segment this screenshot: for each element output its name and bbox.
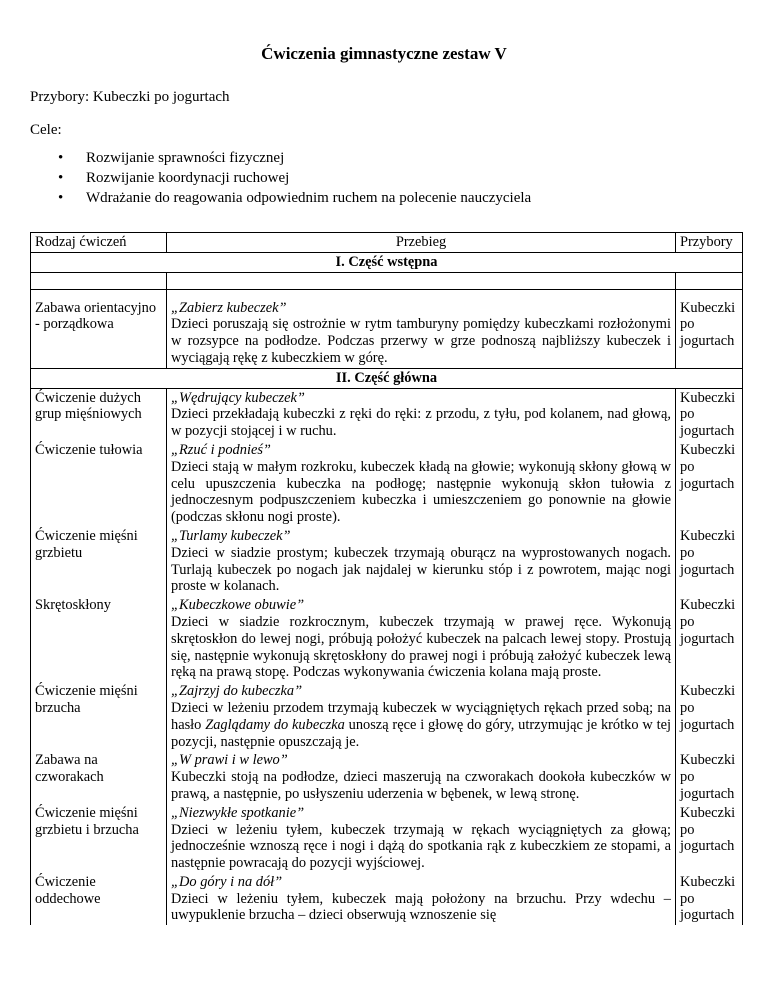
exercise-description-before: Dzieci w leżeniu przodem trzymają kubeczek w wyciągniętych rękach przed sobą; na hasło [171, 699, 671, 733]
exercise-title: „Kubeczkowe obuwie” [171, 597, 305, 614]
exercise-equipment: Kubeczki po jogurtach [676, 388, 743, 441]
goals-label: Cele: [30, 122, 62, 138]
header-type: Rodzaj ćwiczeń [31, 233, 167, 253]
exercise-course [167, 682, 676, 751]
section-intro-heading: I. Część wstępna [31, 252, 743, 272]
exercise-title: „Wędrujący kubeczek” [171, 389, 305, 406]
table-row [31, 596, 743, 682]
exercise-description: Dzieci przekładają kubeczki z ręki do ręki: z przodu, z tyłu, pod kolanem, nad głową, w pozycji stojącej i w ruchu. [171, 406, 671, 440]
table-row [31, 804, 743, 873]
exercise-title: „Zajrzyj do kubeczka” [171, 683, 303, 700]
exercise-type: Ćwiczenie dużych grup mięśniowych [31, 388, 167, 441]
exercise-description: Dzieci w leżeniu tyłem, kubeczek mają położony na brzuchu. Przy wdechu – uwypuklenie brzucha – dzieci obserwują wznoszenie się [171, 890, 671, 924]
table-row [31, 289, 743, 368]
exercise-equipment: Kubeczki po jogurtach [676, 873, 743, 925]
exercise-course [167, 527, 676, 596]
exercise-description: Kubeczki stoją na podłodze, dzieci maszerują na czworakach dookoła kubeczków w prawą, a następnie, po usłyszeniu uderzenia w bębenek, w lewą stronę. [171, 769, 671, 802]
exercise-equipment: Kubeczki po jogurtach [676, 596, 743, 682]
goal-item: • Rozwijanie sprawności fizycznej [30, 148, 531, 168]
table-row [31, 751, 743, 803]
page-title: Ćwiczenia gimnastyczne zestaw V [261, 44, 507, 63]
exercise-description: Dzieci w siadzie prostym; kubeczek trzymają oburącz na wyprostowanych nogach. Turlają kubeczek po nogach jak najdalej w kierunku stóp i z powrotem, mając nogi proste w kolanach. [171, 544, 671, 595]
exercise-title: „Zabierz kubeczek” [171, 299, 287, 316]
exercise-course [167, 804, 676, 873]
exercise-title: „Turlamy kubeczek” [171, 527, 291, 544]
exercise-description: Dzieci w siadzie rozkrocznym, kubeczek trzymają w prawej ręce. Wykonują skrętoskłon do lewej nogi, próbują położyć kubeczek na palcach lewej stopy. Prostują się, następnie wykonują skrętoskłony do prawej nogi i próbują założyć kubeczek lewą ręką na prawą stopę. Podczas wykonywania ćwiczenia kolana mają proste. [171, 613, 671, 681]
exercise-equipment: Kubeczki po jogurtach [676, 682, 743, 751]
section-main-heading: II. Część główna [31, 368, 743, 388]
exercise-title: „W prawi i w lewo” [171, 752, 288, 769]
exercise-title: „Rzuć i podnieś” [171, 441, 271, 458]
header-equipment: Przybory [676, 233, 743, 253]
section-intro-row [31, 252, 743, 272]
spacer-row [31, 272, 743, 289]
exercise-course [167, 441, 676, 527]
header-course: Przebieg [167, 233, 676, 253]
exercise-table [30, 232, 743, 925]
exercise-type: Ćwiczenie mięśni grzbietu i brzucha [31, 804, 167, 873]
exercise-equipment: Kubeczki po jogurtach [676, 527, 743, 596]
exercise-type: Ćwiczenie mięśni brzucha [31, 682, 167, 751]
exercise-equipment: Kubeczki po jogurtach [676, 441, 743, 527]
exercise-type: Ćwiczenie oddechowe [31, 873, 167, 925]
exercise-equipment: Kubeczki po jogurtach [676, 804, 743, 873]
exercise-description: Dzieci stają w małym rozkroku, kubeczek kładą na głowie; wykonują skłony głową w celu upuszczenia kubeczka na podłogę; następnie wykonują skłon tułowia z jednoczesnym podpuszczeniem kubeczka i umieszczeniem go ponownie na głowie (podczas skłonu nogi proste). [171, 458, 671, 526]
exercise-equipment: Kubeczki po jogurtach [676, 751, 743, 803]
exercise-type: Ćwiczenie mięśni grzbietu [31, 527, 167, 596]
exercise-description: Dzieci poruszają się ostrożnie w rytm tamburyny pomiędzy kubeczkami rozłożonymi w rozsypce na podłodze. Podczas przerwy w grze podnoszą najbliższy kubeczek i wyciągają rękę z kubeczkiem w górę. [171, 316, 671, 366]
table-row [31, 682, 743, 751]
exercise-description-italic: Zaglądamy do kubeczka [205, 716, 345, 733]
exercise-type: Skrętoskłony [31, 596, 167, 682]
exercise-type: Zabawa na czworakach [31, 751, 167, 803]
exercise-title: „Do góry i na dół” [171, 873, 283, 890]
exercise-description-after: unoszą ręce i głowę do góry, utrzymując je krótko w tej pozycji, następnie opuszczają je. [171, 716, 671, 750]
exercise-type: Ćwiczenie tułowia [31, 441, 167, 527]
exercise-course [167, 388, 676, 441]
exercise-equipment: Kubeczki po jogurtach [676, 289, 743, 368]
goal-item: • Rozwijanie koordynacji ruchowej [30, 168, 531, 188]
exercise-course [167, 751, 676, 803]
exercise-description: Dzieci w leżeniu tyłem, kubeczek trzymają w rękach wyciągniętych za głową; jednocześnie wznoszą ręce i nogi i dążą do spotkania rąk z kubeczkiem ze stopami, a następnie powracają do pozycji wyjściowej. [171, 821, 671, 872]
section-main-row [31, 368, 743, 388]
exercise-course [167, 596, 676, 682]
exercise-course [167, 873, 676, 925]
exercise-title: „Niezwykłe spotkanie” [171, 804, 305, 821]
table-row [31, 441, 743, 527]
table-row [31, 873, 743, 925]
exercise-type: Zabawa orientacyjno - porządkowa [31, 289, 167, 368]
table-row [31, 527, 743, 596]
equipment-line: Przybory: Kubeczki po jogurtach [30, 89, 230, 105]
table-row [31, 388, 743, 441]
exercise-course [167, 289, 676, 368]
goals-list [30, 148, 531, 208]
goal-item: • Wdrażanie do reagowania odpowiednim ruchem na polecenie nauczyciela [30, 188, 531, 208]
table-header-row [31, 233, 743, 253]
